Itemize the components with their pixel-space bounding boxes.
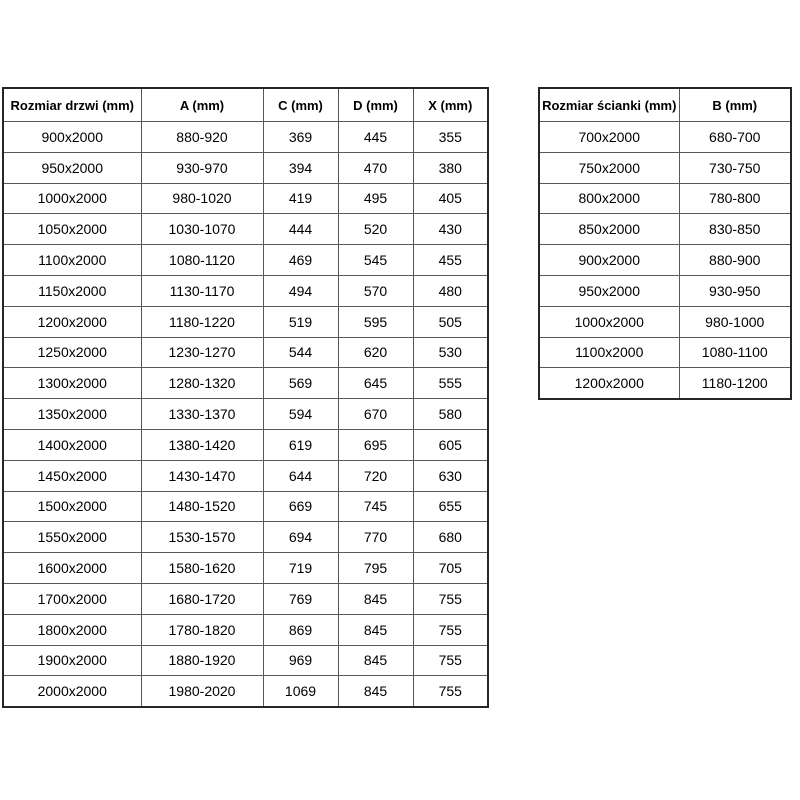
table-row: [3, 460, 488, 491]
table-cell: 645: [338, 368, 413, 399]
table-row: [539, 306, 791, 337]
table-row: [3, 183, 488, 214]
table-row: [539, 152, 791, 183]
table-cell: 580: [413, 399, 488, 430]
table-cell: 755: [413, 676, 488, 707]
table-cell: 469: [263, 245, 338, 276]
table-cell: 720: [338, 460, 413, 491]
wall-panel-dimensions-table: [538, 87, 792, 400]
table-cell: 700x2000: [539, 122, 679, 153]
table-row: [539, 183, 791, 214]
table-cell: 969: [263, 645, 338, 676]
table-cell: 1880-1920: [141, 645, 263, 676]
table-cell: 655: [413, 491, 488, 522]
door-dimensions-table: [2, 87, 489, 708]
table-cell: 369: [263, 122, 338, 153]
table-cell: 1080-1120: [141, 245, 263, 276]
column-header: X (mm): [413, 88, 488, 122]
table-cell: 1500x2000: [3, 491, 141, 522]
table-row: [3, 214, 488, 245]
table-row: [3, 553, 488, 584]
table-cell: 394: [263, 152, 338, 183]
table-cell: 1050x2000: [3, 214, 141, 245]
column-header: B (mm): [679, 88, 791, 122]
table-row: [3, 152, 488, 183]
table-cell: 595: [338, 306, 413, 337]
table-row: [3, 245, 488, 276]
table-cell: 1700x2000: [3, 583, 141, 614]
column-header: C (mm): [263, 88, 338, 122]
table-cell: 950x2000: [539, 275, 679, 306]
table-row: [3, 399, 488, 430]
table-cell: 1400x2000: [3, 429, 141, 460]
table-cell: 1180-1200: [679, 368, 791, 399]
table-cell: 930-950: [679, 275, 791, 306]
table-row: [3, 275, 488, 306]
table-cell: 619: [263, 429, 338, 460]
table-cell: 405: [413, 183, 488, 214]
table-cell: 1130-1170: [141, 275, 263, 306]
table-cell: 1300x2000: [3, 368, 141, 399]
table-cell: 694: [263, 522, 338, 553]
table-cell: 495: [338, 183, 413, 214]
table-cell: 355: [413, 122, 488, 153]
table-cell: 1150x2000: [3, 275, 141, 306]
table-cell: 1980-2020: [141, 676, 263, 707]
table-cell: 570: [338, 275, 413, 306]
table-cell: 630: [413, 460, 488, 491]
table-cell: 1800x2000: [3, 614, 141, 645]
table-cell: 594: [263, 399, 338, 430]
table-cell: 869: [263, 614, 338, 645]
table-cell: 480: [413, 275, 488, 306]
table-row: [3, 306, 488, 337]
table-cell: 705: [413, 553, 488, 584]
table-row: [539, 337, 791, 368]
table-row: [539, 275, 791, 306]
table-cell: 430: [413, 214, 488, 245]
table-cell: 644: [263, 460, 338, 491]
table-cell: 1450x2000: [3, 460, 141, 491]
table-row: [3, 122, 488, 153]
table-cell: 1200x2000: [3, 306, 141, 337]
table-cell: 695: [338, 429, 413, 460]
table-cell: 850x2000: [539, 214, 679, 245]
table-cell: 470: [338, 152, 413, 183]
table-cell: 769: [263, 583, 338, 614]
table-cell: 1480-1520: [141, 491, 263, 522]
table-cell: 569: [263, 368, 338, 399]
table-cell: 380: [413, 152, 488, 183]
table-cell: 1550x2000: [3, 522, 141, 553]
table-cell: 1250x2000: [3, 337, 141, 368]
table-cell: 519: [263, 306, 338, 337]
table-row: [3, 645, 488, 676]
table-row: [539, 214, 791, 245]
table-cell: 669: [263, 491, 338, 522]
table-cell: 544: [263, 337, 338, 368]
table-cell: 620: [338, 337, 413, 368]
table-cell: 1780-1820: [141, 614, 263, 645]
table-cell: 845: [338, 583, 413, 614]
table-row: [3, 676, 488, 707]
table-cell: 1330-1370: [141, 399, 263, 430]
column-header: Rozmiar drzwi (mm): [3, 88, 141, 122]
table-cell: 545: [338, 245, 413, 276]
table-cell: 505: [413, 306, 488, 337]
table-cell: 680-700: [679, 122, 791, 153]
table-cell: 1350x2000: [3, 399, 141, 430]
table-cell: 680: [413, 522, 488, 553]
table-cell: 1280-1320: [141, 368, 263, 399]
table-row: [3, 491, 488, 522]
table-cell: 520: [338, 214, 413, 245]
table-cell: 1430-1470: [141, 460, 263, 491]
table-cell: 455: [413, 245, 488, 276]
table-cell: 1069: [263, 676, 338, 707]
table-cell: 1080-1100: [679, 337, 791, 368]
table-cell: 980-1020: [141, 183, 263, 214]
table-cell: 555: [413, 368, 488, 399]
table-cell: 1030-1070: [141, 214, 263, 245]
table-cell: 1530-1570: [141, 522, 263, 553]
table-cell: 1380-1420: [141, 429, 263, 460]
table-cell: 750x2000: [539, 152, 679, 183]
table-cell: 900x2000: [539, 245, 679, 276]
table-cell: 1680-1720: [141, 583, 263, 614]
table-cell: 900x2000: [3, 122, 141, 153]
table-cell: 1200x2000: [539, 368, 679, 399]
table-cell: 1580-1620: [141, 553, 263, 584]
table-cell: 494: [263, 275, 338, 306]
table-cell: 830-850: [679, 214, 791, 245]
table-cell: 755: [413, 645, 488, 676]
table-cell: 880-900: [679, 245, 791, 276]
table-row: [3, 368, 488, 399]
table-cell: 2000x2000: [3, 676, 141, 707]
table-cell: 1000x2000: [3, 183, 141, 214]
table-cell: 880-920: [141, 122, 263, 153]
table-cell: 980-1000: [679, 306, 791, 337]
table-cell: 755: [413, 583, 488, 614]
table-row: [3, 614, 488, 645]
table-cell: 605: [413, 429, 488, 460]
table-cell: 444: [263, 214, 338, 245]
table-cell: 745: [338, 491, 413, 522]
wall-table-header-row: [539, 88, 791, 122]
column-header: A (mm): [141, 88, 263, 122]
door-table-body: [3, 122, 488, 708]
table-cell: 1900x2000: [3, 645, 141, 676]
table-cell: 845: [338, 676, 413, 707]
table-cell: 1180-1220: [141, 306, 263, 337]
table-cell: 445: [338, 122, 413, 153]
table-cell: 419: [263, 183, 338, 214]
table-cell: 1100x2000: [3, 245, 141, 276]
table-cell: 730-750: [679, 152, 791, 183]
table-cell: 1000x2000: [539, 306, 679, 337]
table-cell: 1100x2000: [539, 337, 679, 368]
table-row: [539, 368, 791, 399]
wall-table-body: [539, 122, 791, 400]
table-row: [3, 583, 488, 614]
table-cell: 530: [413, 337, 488, 368]
table-cell: 1230-1270: [141, 337, 263, 368]
table-row: [3, 429, 488, 460]
table-cell: 950x2000: [3, 152, 141, 183]
table-cell: 845: [338, 645, 413, 676]
column-header: D (mm): [338, 88, 413, 122]
table-cell: 930-970: [141, 152, 263, 183]
table-cell: 780-800: [679, 183, 791, 214]
table-cell: 755: [413, 614, 488, 645]
table-cell: 845: [338, 614, 413, 645]
table-row: [539, 245, 791, 276]
column-header: Rozmiar ścianki (mm): [539, 88, 679, 122]
door-table-header-row: [3, 88, 488, 122]
table-cell: 795: [338, 553, 413, 584]
table-row: [3, 337, 488, 368]
table-cell: 719: [263, 553, 338, 584]
table-cell: 770: [338, 522, 413, 553]
table-cell: 1600x2000: [3, 553, 141, 584]
table-cell: 670: [338, 399, 413, 430]
table-cell: 800x2000: [539, 183, 679, 214]
table-row: [539, 122, 791, 153]
table-row: [3, 522, 488, 553]
